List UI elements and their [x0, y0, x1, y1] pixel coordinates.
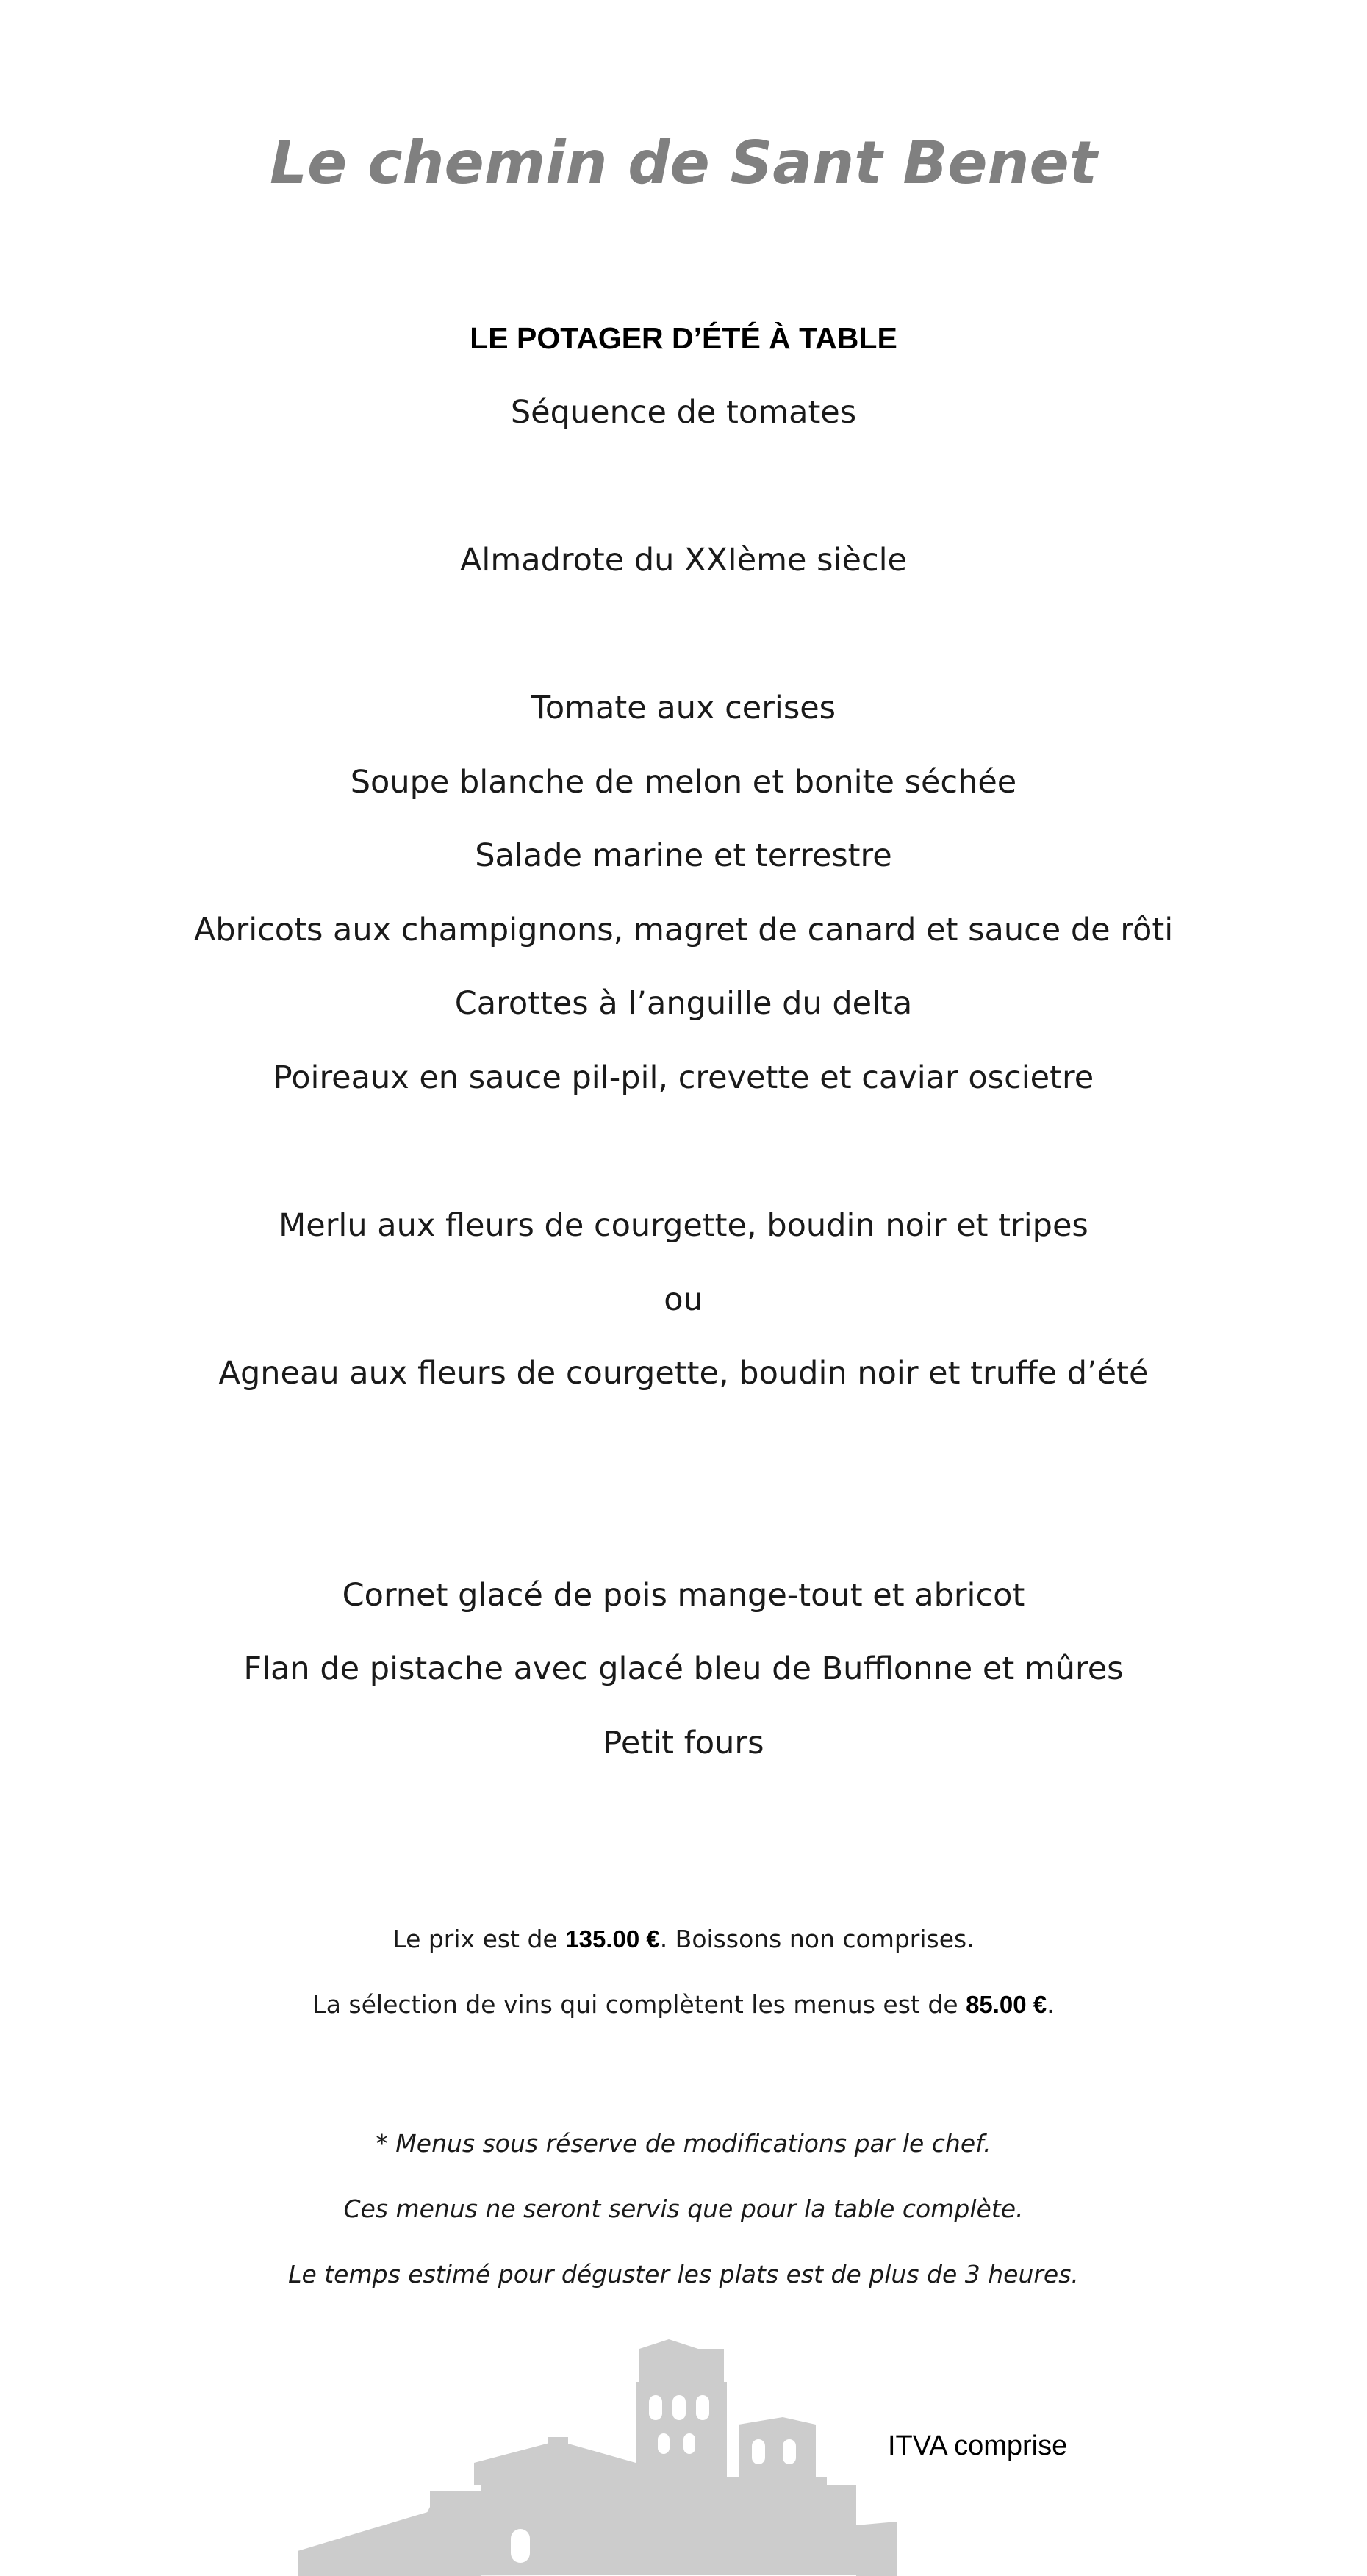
- course-item: Tomate aux cerises: [531, 690, 836, 726]
- course-item: Salade marine et terrestre: [475, 837, 892, 874]
- price-amount: 135.00 €: [565, 1925, 660, 1953]
- course-item: Cornet glacé de pois mange-tout et abricot: [342, 1577, 1025, 1614]
- course-item: Abricots aux champignons, magret de canard et sauce de rôti: [193, 912, 1174, 948]
- course-item: Séquence de tomates: [510, 394, 857, 431]
- course-item: Soupe blanche de melon et bonite séchée: [350, 764, 1017, 801]
- itva-note: ITVA comprise: [888, 2430, 1068, 2461]
- course-item: Poireaux en sauce pil-pil, crevette et caviar oscietre: [273, 1059, 1094, 1096]
- course-item: Merlu aux fleurs de courgette, boudin noir et tripes: [279, 1207, 1088, 1244]
- course-item: Flan de pistache avec glacé bleu de Bufflonne et mûres: [243, 1650, 1124, 1687]
- note-line: Ces menus ne seront servis que pour la table complète.: [343, 2194, 1024, 2223]
- note-line: * Menus sous réserve de modifications par le chef.: [376, 2129, 991, 2158]
- course-separator: ou: [664, 1281, 703, 1318]
- note-line: Le temps estimé pour déguster les plats est de plus de 3 heures.: [288, 2260, 1079, 2289]
- course-item: Agneau aux fleurs de courgette, boudin noir et truffe d’été: [218, 1355, 1149, 1392]
- course-item: Carottes à l’anguille du delta: [454, 985, 913, 1022]
- wine-amount: 85.00 €: [966, 1991, 1047, 2018]
- wine-prefix: La sélection de vins qui complètent les menus est de: [312, 1990, 966, 2019]
- wine-suffix: .: [1047, 1990, 1055, 2019]
- wine-line: [0, 1990, 1367, 2019]
- price-prefix: Le prix est de: [392, 1925, 566, 1953]
- page-title: Le chemin de Sant Benet: [269, 129, 1097, 197]
- course-item: Almadrote du XXIème siècle: [459, 542, 908, 579]
- course-item: Petit fours: [603, 1725, 764, 1761]
- price-suffix: . Boissons non comprises.: [659, 1925, 975, 1953]
- section-heading: LE POTAGER D’ÉTÉ À TABLE: [470, 321, 897, 355]
- price-line: [0, 1925, 1367, 1953]
